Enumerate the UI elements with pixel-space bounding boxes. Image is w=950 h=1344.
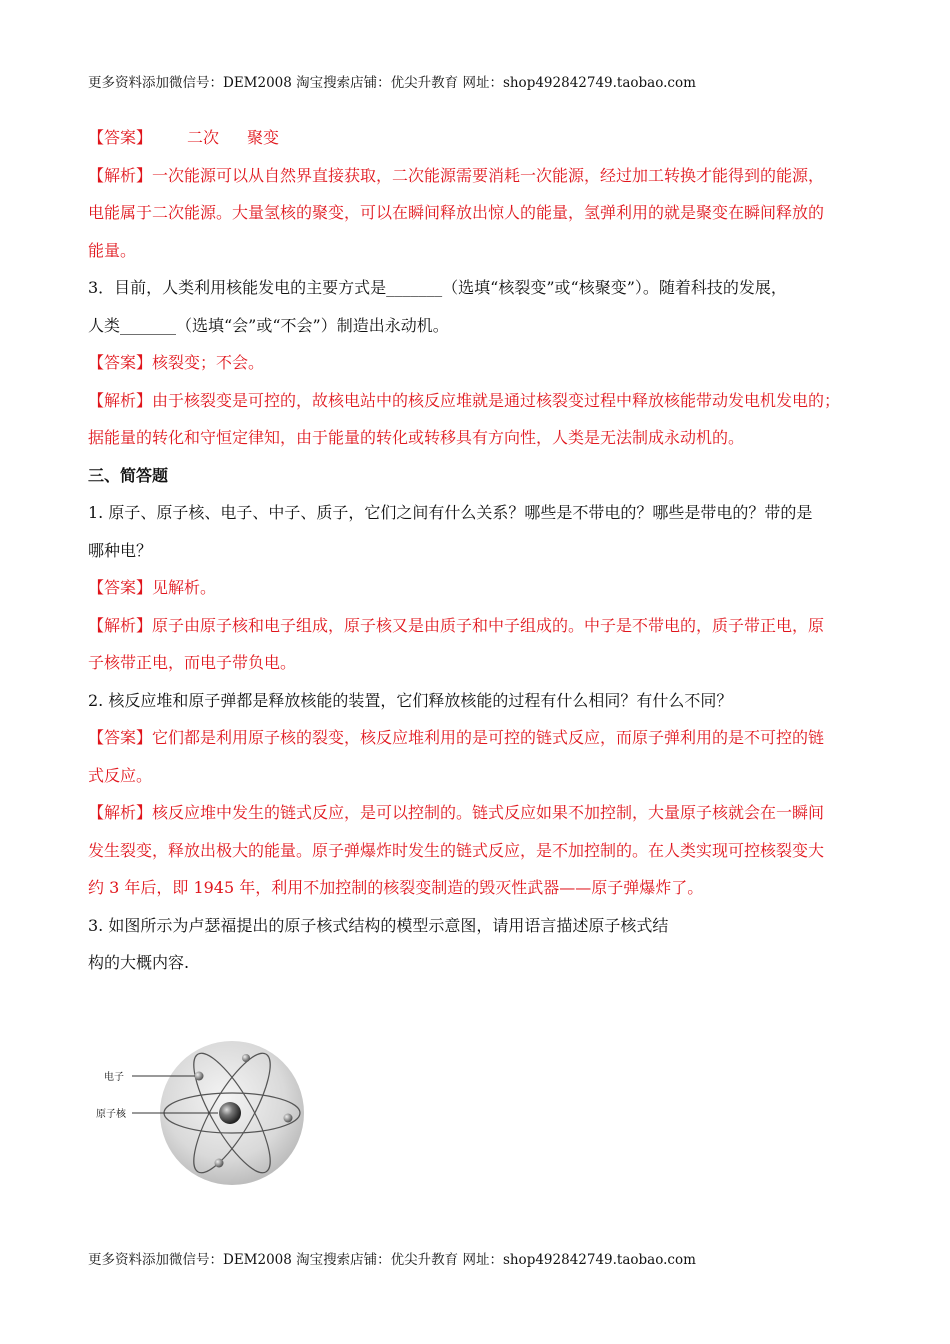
s2-analysis-line-3: 约 3 年后，即 1945 年，利用不加控制的核裂变制造的毁灭性武器——原子弹爆炸了。 — [88, 878, 704, 897]
q3-question-line-2: 人类_______（选填“会”或“不会”）制造出永动机。 — [88, 315, 449, 335]
s2-answer-line-2: 式反应。 — [88, 765, 153, 785]
s2-analysis-line-1: 【解析】核反应堆中发生的链式反应，是可以控制的。链式反应如果不加控制，大量原子核就会在一瞬间 — [88, 803, 825, 822]
electron-2 — [284, 1114, 293, 1123]
answer-blank-1: 二次 — [187, 128, 220, 147]
s3-question-line-1: 3. 如图所示为卢瑟福提出的原子核式结构的模型示意图，请用语言描述原子核式结 — [88, 915, 669, 935]
s3-question-line-2: 构的大概内容. — [88, 953, 190, 972]
atom-model-diagram — [88, 1040, 318, 1190]
s1-question-line-2: 哪种电？ — [88, 540, 153, 560]
q2-analysis-line-1: 【解析】一次能源可以从自然界直接获取，二次能源需要消耗一次能源，经过加工转换才能得到的能源， — [88, 165, 825, 185]
electron-1 — [195, 1072, 204, 1081]
q3-analysis-line-1: 【解析】由于核裂变是可控的，故核电站中的核反应堆就是通过核裂变过程中释放核能带动发电机发电的； — [88, 390, 841, 410]
s1-answer: 【答案】见解析。 — [88, 578, 217, 597]
s2-analysis-line-2: 发生裂变，释放出极大的能量。原子弹爆炸时发生的链式反应，是不加控制的。在人类实现可控核裂变大 — [88, 840, 825, 860]
document-body — [88, 126, 866, 989]
page-footer: 更多资料添加微信号：DEM2008 淘宝搜索店铺：优尖升教育 网址：shop492842749.taobao.com — [88, 1252, 696, 1268]
q2-analysis-line-3: 能量。 — [88, 240, 137, 260]
q2-analysis-line-2: 电能属于二次能源。大量氢核的聚变，可以在瞬间释放出惊人的能量，氢弹利用的就是聚变在瞬间释放的 — [88, 203, 825, 222]
answer-tag: 【答案】 — [88, 128, 153, 147]
nucleus-label: 原子核 — [96, 1109, 126, 1120]
q3-analysis-line-2: 据能量的转化和守恒定律知，由于能量的转化或转移具有方向性，人类是无法制成永动机的。 — [88, 428, 745, 447]
electron-4 — [242, 1054, 250, 1062]
s1-analysis-line-1: 【解析】原子由原子核和电子组成，原子核又是由质子和中子组成的。中子是不带电的，质子带正电，原 — [88, 615, 825, 635]
q3-answer: 【答案】核裂变；不会。 — [88, 353, 265, 372]
electron-3 — [215, 1159, 224, 1168]
s2-question: 2. 核反应堆和原子弹都是释放核能的装置，它们释放核能的过程有什么相同？有什么不同？ — [88, 690, 733, 710]
section-title: 三、简答题 — [88, 465, 169, 485]
q2-answer — [88, 126, 866, 164]
atom-model-figure — [88, 1040, 318, 1190]
s2-answer-line-1: 【答案】它们都是利用原子核的裂变，核反应堆利用的是可控的链式反应，而原子弹利用的是不可控的链 — [88, 728, 825, 747]
page-header: 更多资料添加微信号：DEM2008 淘宝搜索店铺：优尖升教育 网址：shop492842749.taobao.com — [88, 75, 696, 91]
electron-label: 电子 — [104, 1072, 124, 1083]
s1-analysis-line-2: 子核带正电，而电子带负电。 — [88, 653, 297, 672]
q3-question-line-1: 3．目前，人类利用核能发电的主要方式是_______（选填“核裂变”或“核聚变”）。随着科技的发展， — [88, 278, 787, 297]
nucleus — [219, 1102, 241, 1124]
answer-blank-2: 聚变 — [247, 128, 280, 147]
s1-question-line-1: 1. 原子、原子核、电子、中子、质子，它们之间有什么关系？哪些是不带电的？哪些是带电的？带的是 — [88, 503, 813, 522]
